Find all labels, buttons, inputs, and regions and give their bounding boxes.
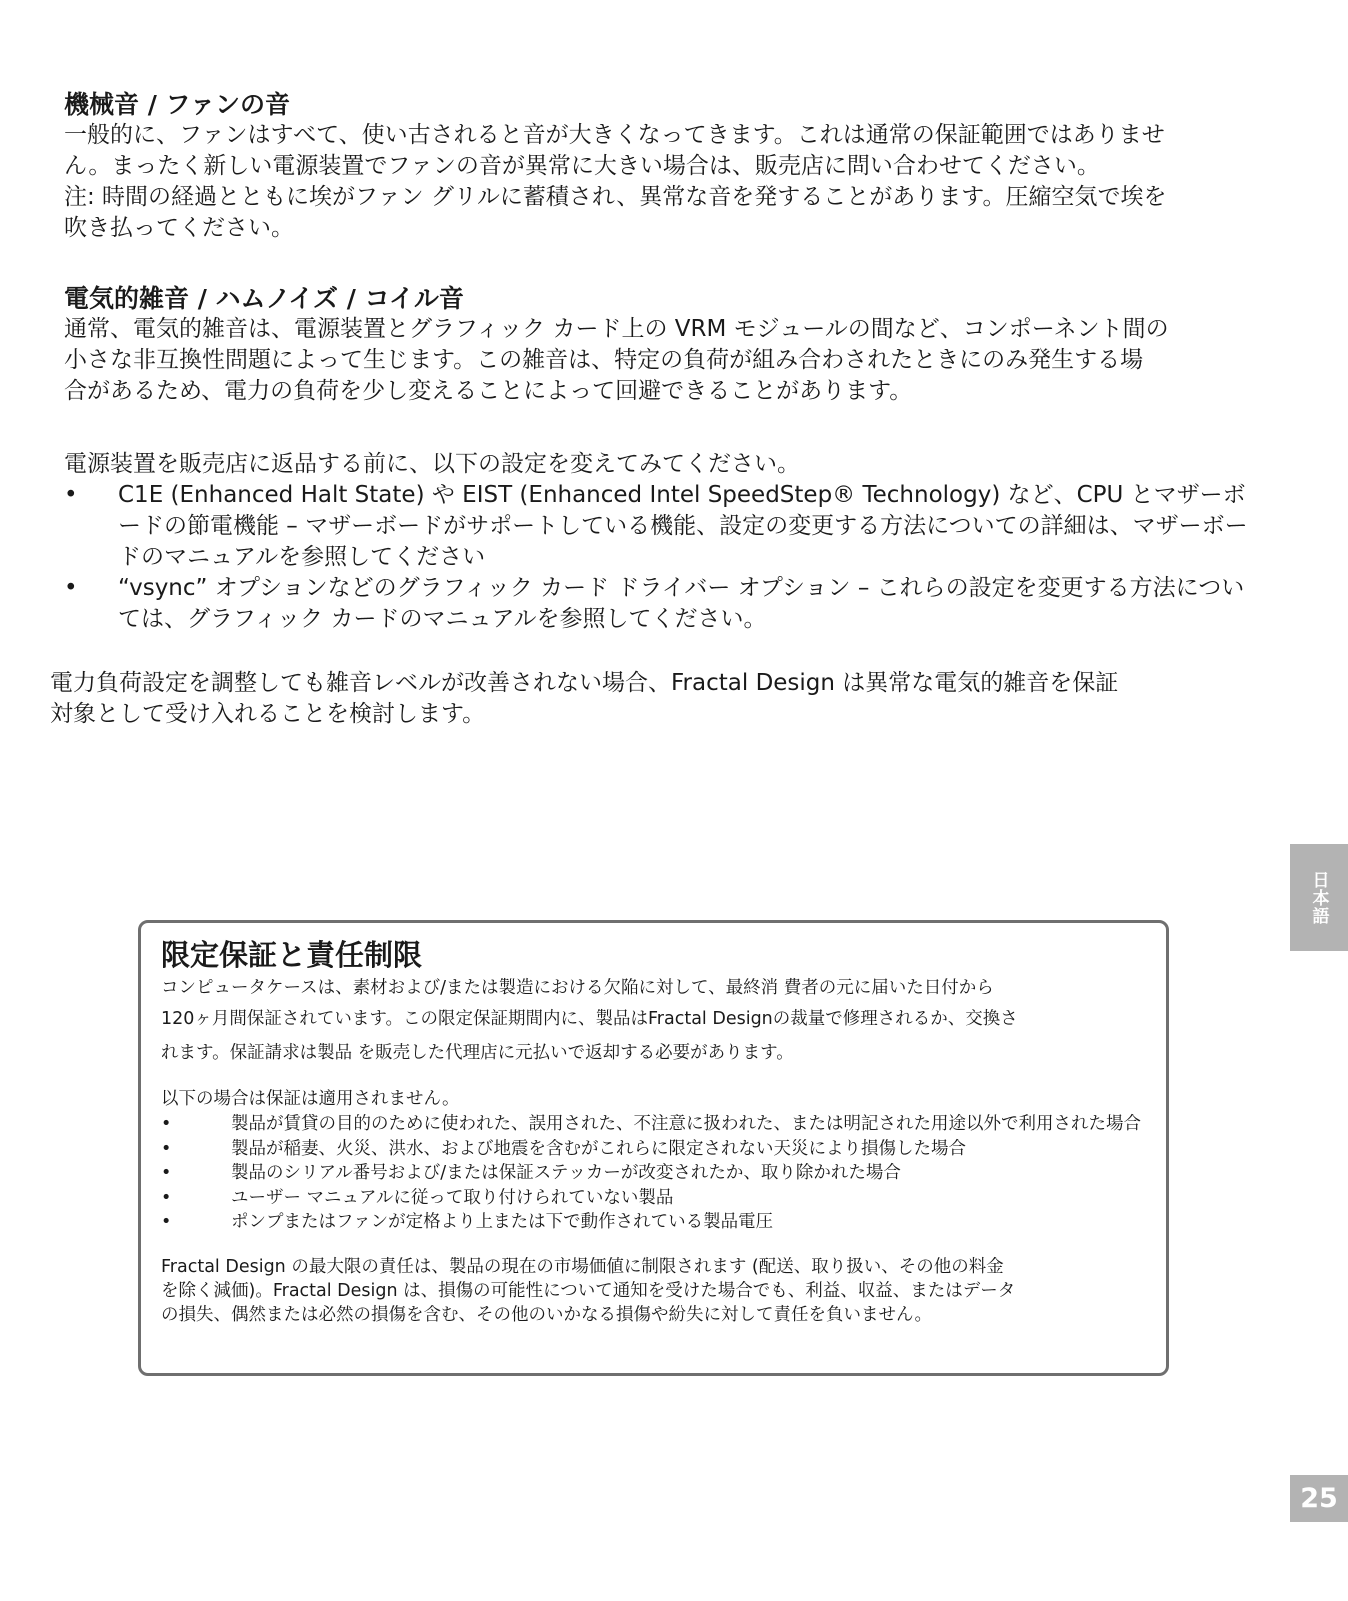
warranty-text: コンピュータケースは、素材および/または製造における欠陥に対して、最終消 費者の元に届いた日付から [161,978,994,998]
section-heading: 機械音 / ファンの音 [64,90,291,119]
page-number [1290,1475,1348,1522]
list-item: • ポンプまたはファンが定格より上または下で動作されている製品電圧 [161,1210,1146,1235]
section-fan-noise [64,90,1264,244]
list-item: • 製品のシリアル番号および/または保証ステッカーが改変されたか、取り除かれた場合 [161,1161,1146,1186]
list-item: • 製品が賃貸の目的のために使われた、誤用された、不注意に扱われた、または明記された用途以外で利用された場合 [161,1112,1146,1137]
list-item: • C1E (Enhanced Halt State) や EIST (Enhanced Intel SpeedStep® Technology) など、CPU とマザーボードの節電機能 – マザーボードがサポートしている機能、設定の変更する方法についての詳細は、マザーボードのマニュアルを参照してください [64,480,1254,573]
liability-text: を除く減価)。Fractal Design は、損傷の可能性について通知を受けた場合でも、利益、収益、またはデータ [161,1280,1016,1301]
warranty-text: れます。保証請求は製品 を販売した代理店に元払いで返却する必要があります。 [161,1043,794,1063]
liability-text: Fractal Design の最大限の責任は、製品の現在の市場価値に制限されます (配送、取り扱い、その他の料金 [161,1256,1004,1277]
paragraph-line: 電力負荷設定を調整しても雑音レベルが改善されない場合、Fractal Design は異常な電気的雑音を保証 [50,670,1119,696]
paragraph-line: 注: 時間の経過とともに埃がファン グリルに蓄積され、異常な音を発することがあります。圧縮空気で埃を [64,184,1167,210]
list-item: • ユーザー マニュアルに従って取り付けられていない製品 [161,1186,1146,1211]
paragraph-line: 一般的に、ファンはすべて、使い古されると音が大きくなってきます。これは通常の保証範囲ではありませ [64,122,1165,148]
warranty-box [138,920,1169,1376]
paragraph-line: 対象として受け入れることを検討します。 [50,701,486,727]
paragraph-line: 吹き払ってください。 [64,215,294,241]
paragraph-line: 小さな非互換性問題によって生じます。この雑音は、特定の負荷が組み合わされたときにのみ発生する場 [64,347,1144,373]
exclusions-list [161,1112,1146,1235]
intro-text: 電源装置を販売店に返品する前に、以下の設定を変えてみてください。 [64,451,800,477]
warranty-exclusions-intro: 以下の場合は保証は適用されません。 [161,1089,460,1109]
liability-text: の損失、偶然または必然の損傷を含む、その他のいかなる損傷や紛失に対して責任を負いません。 [161,1304,933,1325]
settings-list [64,480,1254,635]
section-settings [64,449,1254,635]
warranty-text: 120ヶ月間保証されています。この限定保証期間内に、製品はFractal Designの裁量で修理されるか、交換さ [161,1009,1018,1029]
section-electrical-noise [64,284,1264,407]
page-number-label: 25 [1300,1483,1338,1514]
paragraph-line: 通常、電気的雑音は、電源装置とグラフィック カード上の VRM モジュールの間など、コンポーネント間の [64,316,1169,342]
paragraph-line: ん。まったく新しい電源装置でファンの音が異常に大きい場合は、販売店に問い合わせてください。 [64,153,1100,179]
list-item: • 製品が稲妻、火災、洪水、および地震を含むがこれらに限定されない天災により損傷した場合 [161,1137,1146,1162]
language-tab [1290,844,1348,951]
list-item: • “vsync” オプションなどのグラフィック カード ドライバー オプション – これらの設定を変更する方法については、グラフィック カードのマニュアルを参照してください。 [64,573,1254,635]
warranty-title: 限定保証と責任制限 [161,938,423,972]
section-warranty-note [50,668,1270,730]
language-tab-label: 日本語 [1308,870,1329,925]
section-heading: 電気的雑音 / ハムノイズ / コイル音 [64,284,464,313]
paragraph-line: 合があるため、電力の負荷を少し変えることによって回避できることがあります。 [64,378,913,404]
